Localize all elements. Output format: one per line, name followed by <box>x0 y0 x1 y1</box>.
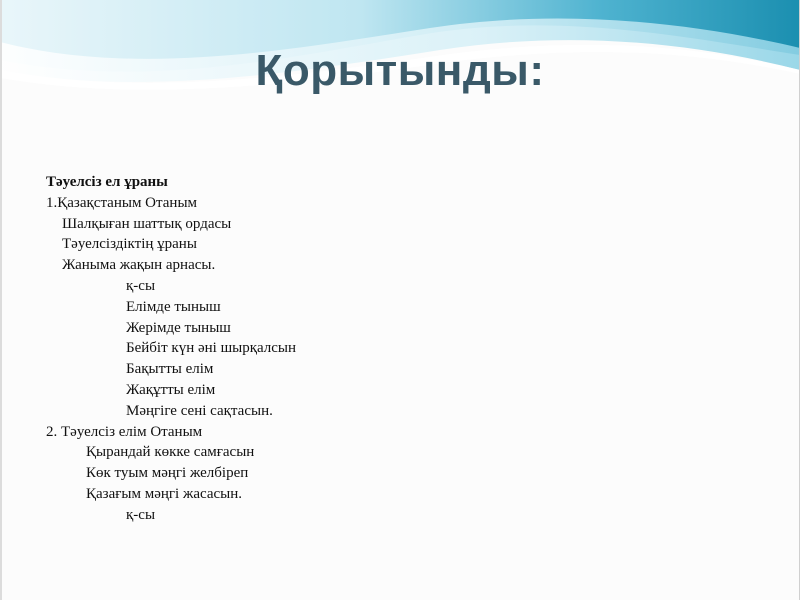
chorus-line: Жерімде тыныш <box>126 319 231 336</box>
verse2-line: Қырандай көкке самғасын <box>86 444 255 461</box>
verse1-line: Шалқыған шаттық ордасы <box>62 215 232 232</box>
anthem-heading: Тәуелсіз ел ұраны <box>46 174 168 190</box>
chorus-line: Жақұтты елім <box>126 381 216 398</box>
chorus-line: Бейбіт күн әні шырқалсын <box>126 340 297 357</box>
verse2-line: Көк туым мәңгі желбіреп <box>86 465 249 482</box>
chorus-line: Бақытты елім <box>126 361 214 378</box>
verse1-first-line: 1.Қазақстаным Отаным <box>46 194 198 211</box>
slide-title: Қорытынды: <box>255 46 545 95</box>
chorus-label: қ-сы <box>126 277 156 294</box>
chorus-line: Мәңгіге сені сақтасын. <box>126 402 273 419</box>
verse2-first-line: 2. Тәуелсіз елім Отаным <box>46 423 203 440</box>
verse2-line: Қазағым мәңгі жасасын. <box>86 485 242 502</box>
chorus-repeat-label: қ-сы <box>126 506 156 523</box>
chorus-line: Елімде тыныш <box>126 298 221 315</box>
verse1-line: Жанымa жақын арнасы. <box>62 257 216 274</box>
anthem-text <box>46 172 296 526</box>
verse1-line: Тәуелсіздіктің ұраны <box>62 236 197 253</box>
